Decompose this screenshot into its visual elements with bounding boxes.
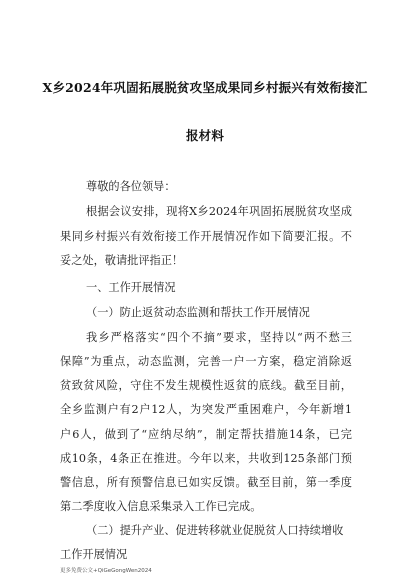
intro-line-1: 根据会议安排，现将X乡2024年巩固拓展脱贫攻坚成 — [86, 205, 352, 218]
subsection-1-body-line-5: 户6人，做到了“应纳尽纳”，制定帮扶措施14条，已完 — [60, 428, 352, 441]
footer-watermark-text: 更多免费公文+QiGeGongWen2024 — [60, 568, 152, 574]
subsection-1-body-line-1: 我乡严格落实“四个不摘”要求，坚持以“两不愁三 — [86, 331, 352, 344]
subsection-1-body-line-2: 保障”为重点，动态监测，完善一户一方案，稳定消除返 — [60, 355, 352, 368]
subsection-1-body-line-3: 贫致贫风险，守住不发生规模性返贫的底线。截至目前， — [60, 379, 352, 392]
subsection-1-body-line-7: 警信息，所有预警信息已如实反馈。截至目前，第一季度 — [60, 476, 352, 489]
subsection-1-body-line-6: 成10条，4条正在推进。今年以来，共收到125条部门预 — [60, 452, 352, 465]
document-title-line-2: 报材料 — [185, 128, 225, 143]
section-1-heading: 一、工作开展情况 — [86, 281, 176, 294]
salutation: 尊敬的各位领导： — [86, 180, 176, 193]
intro-line-2: 果同乡村振兴有效衔接工作开展情况作如下简要汇报。不 — [60, 230, 352, 243]
intro-line-3: 妥之处，敬请批评指正！ — [60, 254, 184, 267]
subsection-2-heading-line-2: 工作开展情况 — [60, 548, 128, 561]
subsection-2-heading-line-1: （二）提升产业、促进转移就业促脱贫人口持续增收 — [86, 524, 344, 537]
subsection-1-body-line-8: 第二季度收入信息采集录入工作已完成。 — [60, 500, 262, 513]
document-title-line-1: X乡2024年巩固拓展脱贫攻坚成果同乡村振兴有效衔接汇 — [42, 80, 368, 95]
subsection-1-body-line-4: 全乡监测户有2户12人，为突发严重困难户，今年新增1 — [60, 403, 352, 416]
subsection-1-heading: （一）防止返贫动态监测和帮扶工作开展情况 — [86, 306, 310, 319]
